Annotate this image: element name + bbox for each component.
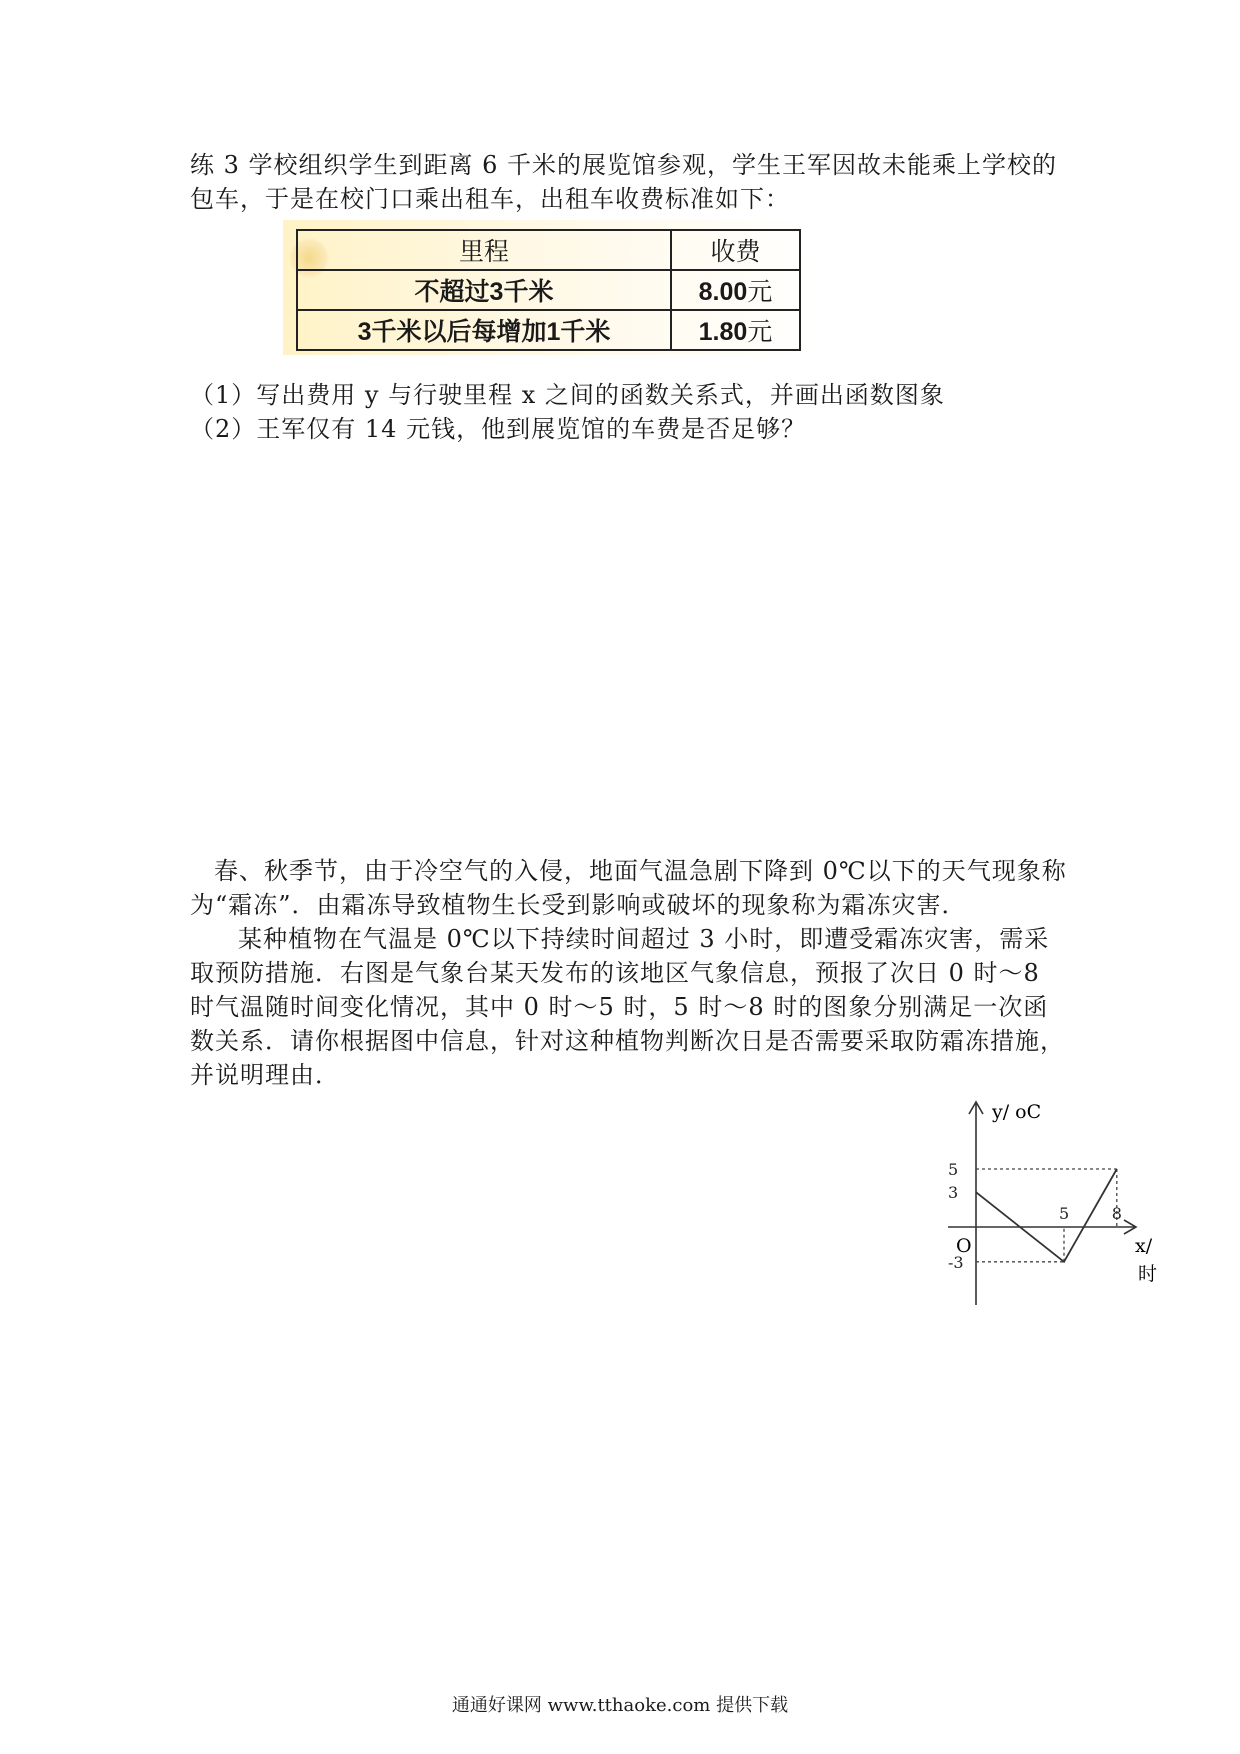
row-distance bbox=[297, 310, 671, 350]
row-distance-text: 3千米以后每增加1千米 bbox=[357, 318, 611, 346]
y-tick-label: 3 bbox=[948, 1183, 959, 1203]
origin-label: O bbox=[956, 1235, 972, 1257]
tick-labels bbox=[948, 1160, 1122, 1272]
row-fee-amount: 8.00 bbox=[698, 278, 748, 306]
frost-paragraph-1: 春、秋季节，由于冷空气的入侵，地面气温急剧下降到 0℃以下的天气现象称为“霜冻”．由霜冻导致植物生长受到影响或破坏的现象称为霜冻灾害． bbox=[190, 857, 1067, 919]
temperature-line bbox=[976, 1169, 1117, 1262]
header-fee: 收费 bbox=[671, 230, 800, 270]
question-1: （1）写出费用 y 与行驶里程 x 之间的函数关系式，并画出函数图象 bbox=[190, 381, 945, 409]
question-2: （2）王军仅有 14 元钱，他到展览馆的车费是否足够？ bbox=[190, 415, 807, 443]
fare-table-panel bbox=[283, 220, 813, 355]
x-axis-label: x/ bbox=[1135, 1235, 1153, 1257]
temperature-chart bbox=[940, 1090, 1180, 1320]
row-fee bbox=[671, 270, 800, 310]
row-distance bbox=[297, 270, 671, 310]
row-fee-unit: 元 bbox=[747, 318, 773, 346]
row-fee bbox=[671, 310, 800, 350]
row-distance-text: 不超过3千米 bbox=[414, 278, 554, 306]
table-header-row bbox=[297, 230, 800, 270]
y-tick-label: 5 bbox=[948, 1160, 959, 1179]
footer-credit: 通通好课网 www.tthaoke.com 提供下载 bbox=[451, 1695, 789, 1716]
row-fee-unit: 元 bbox=[747, 278, 773, 306]
y-tick-label: -3 bbox=[948, 1252, 964, 1272]
problem-intro: 练 3 学校组织学生到距离 6 千米的展览馆参观，学生王军因故未能乘上学校的包车，于是在校门口乘出租车，出租车收费标准如下： bbox=[190, 151, 1058, 213]
y-axis-label: y/ oC bbox=[992, 1101, 1042, 1123]
fare-table bbox=[296, 229, 801, 351]
header-distance: 里程 bbox=[297, 230, 671, 270]
x-axis-unit: 时 bbox=[1138, 1263, 1158, 1285]
frost-paragraph-2: 某种植物在气温是 0℃以下持续时间超过 3 小时，即遭受霜冻灾害，需采取预防措施．右图是气象台某天发布的该地区气象信息，预报了次日 0 时～8 时气温随时间变化情况，其中 0 时～5 时，5 时～8 时的图象分别满足一次函数关系．请你根据图中信息，针对这种植物判断次日是否需要采取防霜冻措施，并说明理由． bbox=[190, 925, 1065, 1089]
row-fee-amount: 1.80 bbox=[698, 318, 748, 346]
table-row bbox=[297, 310, 800, 350]
x-tick-label: 5 bbox=[1059, 1204, 1070, 1223]
table-row bbox=[297, 270, 800, 310]
x-tick-label: 8 bbox=[1111, 1204, 1122, 1223]
